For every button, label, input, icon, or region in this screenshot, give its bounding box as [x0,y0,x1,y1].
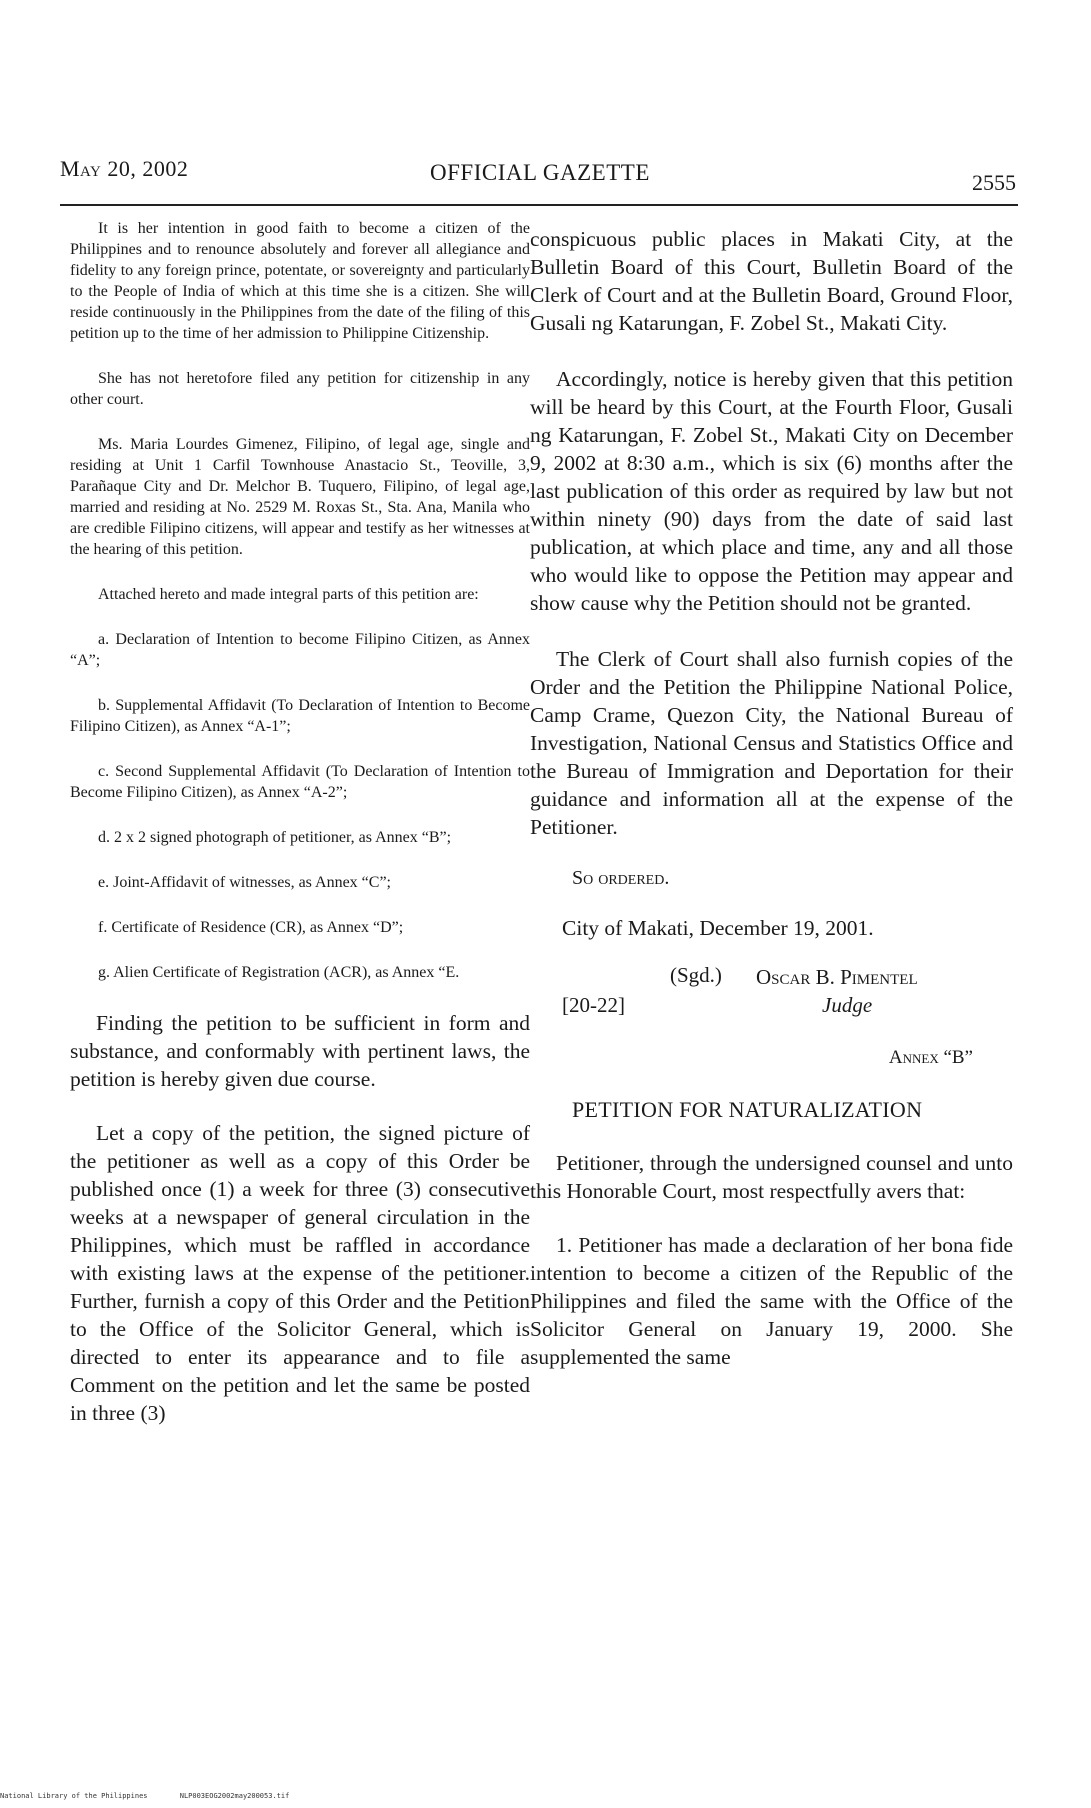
signature-block [530,963,1013,1027]
witnesses-paragraph: Ms. Maria Lourdes Gimenez, Filipino, of legal age, single and residing at Unit 1 Carfil Townhouse Anastacio St., Teoville, 3, Parañaque City and Dr. Melchor B. Tuquero, Filipino, of legal age, married and residing at No. 2529 M. Roxas St., Sta. Ana, Manila who are credible Filipino citizens, will appear and testify as her witnesses at the hearing of this petition. [70,436,530,558]
annex-item: f. Certificate of Residence (CR), as Annex “D”; [98,919,404,936]
intention-paragraph: It is her intention in good faith to become a citizen of the Philippines and to renounce absolutely and forever all allegiance and fidelity to any foreign prince, potentate, or sovereignty and particularly to the People of India of which at this time she is a citizen. She will reside continuously in the Philippines from the date of the filing of this petition up to the time of her admission to Philippine Citizenship. [70,220,530,342]
annex-item: d. 2 x 2 signed photograph of petitioner, as Annex “B”; [98,829,452,846]
annex-item: g. Alien Certificate of Registration (ACR), as Annex “E. [98,964,460,981]
annex-item: b. Supplemental Affidavit (To Declaration of Intention to Become Filipino Citizen), as Annex “A-1”; [70,697,530,735]
furnish-copies-paragraph: The Clerk of Court shall also furnish copies of the Order and the Petition the Philippine National Police, Camp Crame, Quezon City, the National Bureau of Investigation, National Census and Statistics Office and the Bureau of Immigration and Deportation for their guidance and information all at the expense of the Petitioner. [530,647,1013,839]
attachments-intro: Attached hereto and made integral parts of this petition are: [98,586,479,603]
signed-mark: (Sgd.) [670,963,722,987]
left-column [70,218,530,1427]
posting-paragraph: conspicuous public places in Makati City, at the Bulletin Board of this Court, Bulletin Board of the Clerk of Court and at the Bulletin Board, Ground Floor, Gusali ng Katarungan, F. Zobel St., Makati City. [530,227,1013,335]
annex-item: e. Joint-Affidavit of witnesses, as Annex “C”; [98,874,391,891]
annex-item: a. Declaration of Intention to become Filipino Citizen, as Annex “A”; [70,631,530,669]
due-course-paragraph: Finding the petition to be sufficient in form and substance, and conformably with pertinent laws, the petition is hereby given due course. [70,1011,530,1091]
declaration-paragraph: 1. Petitioner has made a declaration of her bona fide intention to become a citizen of the Republic of the Philippines and filed the same with the Office of the Solicitor General on January 19, 2000. She supplemented the same [530,1233,1013,1369]
petitioner-avers-paragraph: Petitioner, through the undersigned counsel and unto this Honorable Court, most respectfully avers that: [530,1151,1013,1203]
annex-label: Annex “B” [888,1047,973,1068]
library-credit: National Library of the Philippines [0,1792,148,1800]
right-column [530,225,1013,1371]
city-date-line: City of Makati, December 19, 2001. [562,916,874,940]
file-name: NLP003EOG2002may200053.tif [179,1792,290,1800]
header-rule [60,204,1018,206]
judge-title: Judge [822,993,873,1017]
issue-date: May 20, 2002 [60,156,189,181]
scan-footer [0,1792,317,1800]
page-header [60,152,1016,195]
petition-title: PETITION FOR NATURALIZATION [572,1097,923,1122]
publication-code: [20-22] [562,993,625,1017]
judge-name: Oscar B. Pimentel [756,965,918,989]
page-number: 2555 [972,170,1016,195]
publication-order-paragraph: Let a copy of the petition, the signed picture of the petitioner as well as a copy of this Order be published once (1) a week for three (3) consecutive weeks at a newspaper of general circulation in the Philippines, which must be raffled in accordance with existing laws at the expense of the petitioner. Further, furnish a copy of this Order and the Petition to the Office of the Solicitor General, which is directed to enter its appearance and to file a Comment on the petition and let the same be posted in three (3) [70,1121,530,1425]
hearing-notice-paragraph: Accordingly, notice is hereby given that this petition will be heard by this Court, at the Fourth Floor, Gusali ng Katarungan, F. Zobel St., Makati City on December 9, 2002 at 8:30 a.m., which is six (6) months after the last publication of this order as required by law but not within ninety (90) days from the date of said last publication, at which place and time, any and all those who would like to oppose the Petition may appear and show cause why the Petition should not be granted. [530,367,1013,615]
no-prior-petition-paragraph: She has not heretofore filed any petition for citizenship in any other court. [70,370,530,408]
so-ordered: So ordered. [572,867,670,889]
annex-item: c. Second Supplemental Affidavit (To Declaration of Intention to Become Filipino Citizen), as Annex “A-2”; [70,763,530,801]
publication-title: OFFICIAL GAZETTE [430,160,650,185]
